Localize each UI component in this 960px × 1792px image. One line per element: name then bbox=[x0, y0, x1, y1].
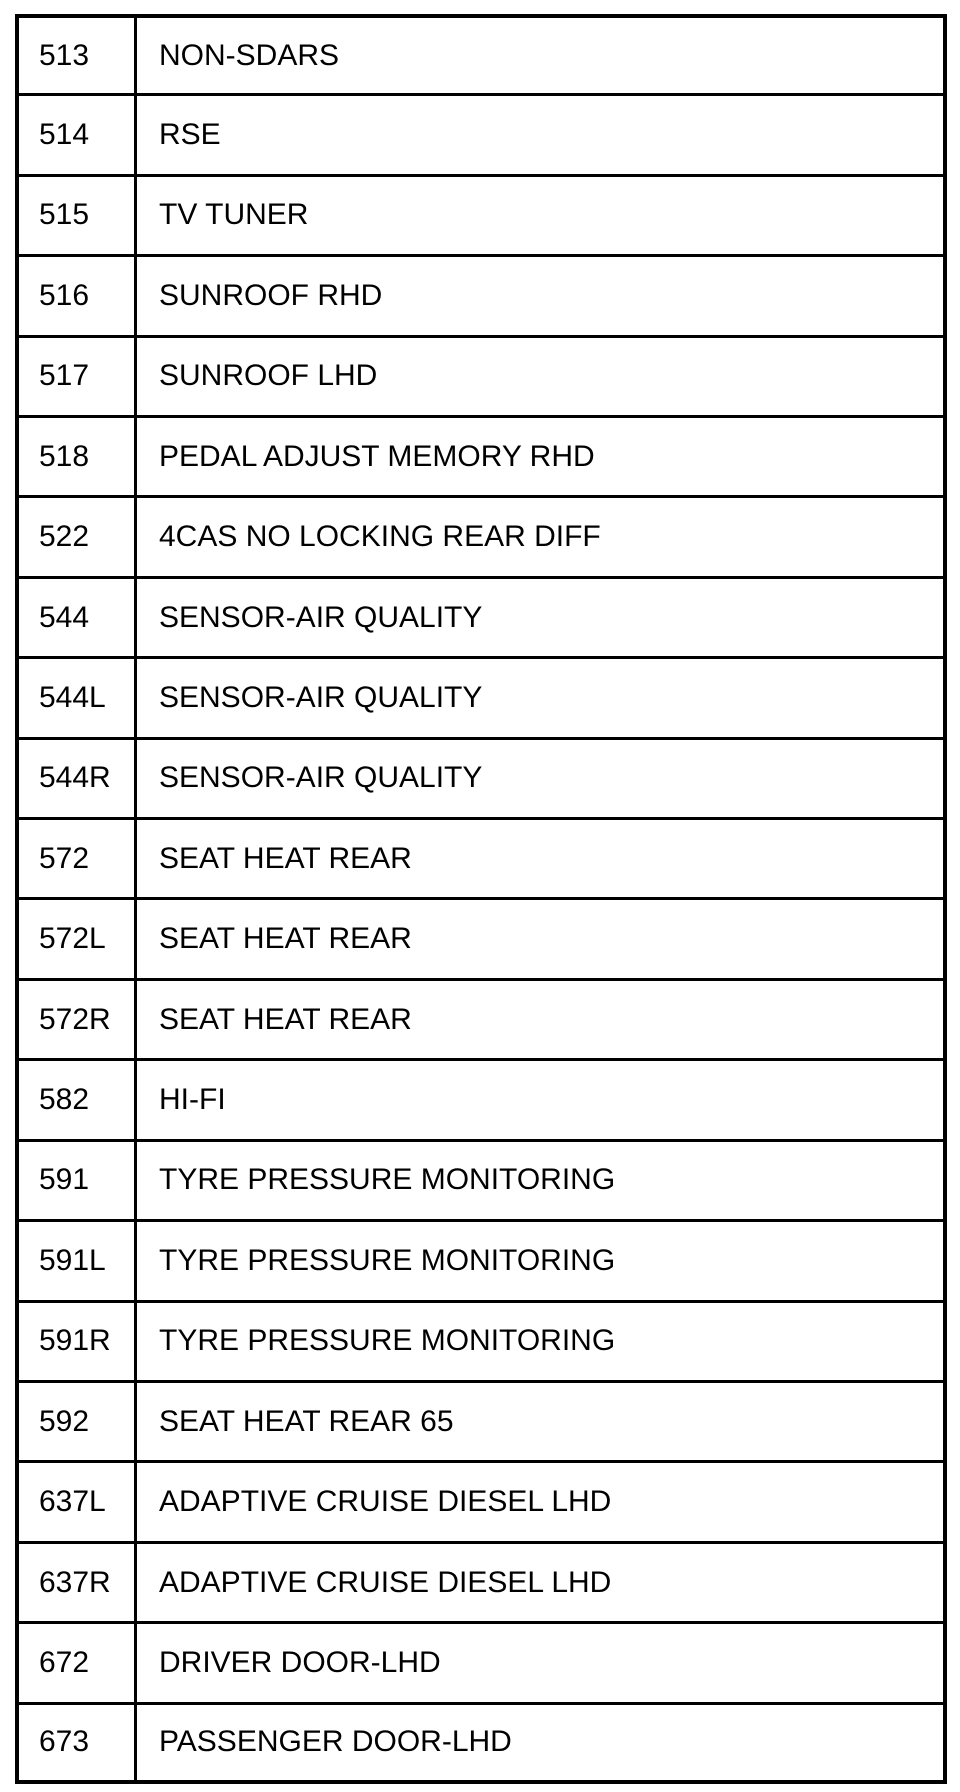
table-row bbox=[19, 18, 943, 95]
option-description-cell: SEAT HEAT REAR bbox=[136, 899, 944, 979]
option-code-cell: 572L bbox=[19, 899, 136, 979]
option-description-cell: HI-FI bbox=[136, 1060, 944, 1140]
table-row bbox=[19, 95, 943, 175]
option-code-cell: 637L bbox=[19, 1462, 136, 1542]
table-row bbox=[19, 577, 943, 657]
table-row bbox=[19, 819, 943, 899]
option-code-cell: 517 bbox=[19, 336, 136, 416]
option-description-cell: SEAT HEAT REAR bbox=[136, 979, 944, 1059]
table-row bbox=[19, 738, 943, 818]
option-description-cell: ADAPTIVE CRUISE DIESEL LHD bbox=[136, 1462, 944, 1542]
table-row bbox=[19, 1542, 943, 1622]
option-description-cell: NON-SDARS bbox=[136, 18, 944, 95]
code-table bbox=[19, 18, 943, 1780]
option-code-cell: 592 bbox=[19, 1382, 136, 1462]
option-description-cell: TYRE PRESSURE MONITORING bbox=[136, 1140, 944, 1220]
option-code-cell: 591L bbox=[19, 1221, 136, 1301]
code-table-frame bbox=[15, 14, 947, 1784]
option-code-cell: 572 bbox=[19, 819, 136, 899]
option-description-cell: RSE bbox=[136, 95, 944, 175]
option-code-cell: 637R bbox=[19, 1542, 136, 1622]
table-row bbox=[19, 979, 943, 1059]
option-code-cell: 518 bbox=[19, 416, 136, 496]
option-description-cell: PEDAL ADJUST MEMORY RHD bbox=[136, 416, 944, 496]
option-description-cell: TV TUNER bbox=[136, 175, 944, 255]
option-description-cell: SUNROOF RHD bbox=[136, 256, 944, 336]
option-code-cell: 582 bbox=[19, 1060, 136, 1140]
option-code-cell: 544 bbox=[19, 577, 136, 657]
option-description-cell: SUNROOF LHD bbox=[136, 336, 944, 416]
option-code-cell: 672 bbox=[19, 1623, 136, 1703]
option-code-cell: 515 bbox=[19, 175, 136, 255]
option-description-cell: SEAT HEAT REAR 65 bbox=[136, 1382, 944, 1462]
code-table-body bbox=[19, 18, 943, 1780]
table-row bbox=[19, 1301, 943, 1381]
option-description-cell: TYRE PRESSURE MONITORING bbox=[136, 1301, 944, 1381]
option-description-cell: SEAT HEAT REAR bbox=[136, 819, 944, 899]
option-description-cell: 4CAS NO LOCKING REAR DIFF bbox=[136, 497, 944, 577]
table-row bbox=[19, 1703, 943, 1780]
table-row bbox=[19, 416, 943, 496]
option-code-cell: 522 bbox=[19, 497, 136, 577]
table-row bbox=[19, 1221, 943, 1301]
option-description-cell: ADAPTIVE CRUISE DIESEL LHD bbox=[136, 1542, 944, 1622]
option-description-cell: SENSOR-AIR QUALITY bbox=[136, 658, 944, 738]
option-code-cell: 591 bbox=[19, 1140, 136, 1220]
table-row bbox=[19, 899, 943, 979]
option-code-cell: 514 bbox=[19, 95, 136, 175]
table-row bbox=[19, 1140, 943, 1220]
table-row bbox=[19, 1060, 943, 1140]
option-description-cell: DRIVER DOOR-LHD bbox=[136, 1623, 944, 1703]
table-row bbox=[19, 175, 943, 255]
option-code-cell: 544R bbox=[19, 738, 136, 818]
option-code-cell: 516 bbox=[19, 256, 136, 336]
table-row bbox=[19, 256, 943, 336]
option-code-cell: 673 bbox=[19, 1703, 136, 1780]
table-row bbox=[19, 1382, 943, 1462]
option-code-cell: 544L bbox=[19, 658, 136, 738]
option-description-cell: SENSOR-AIR QUALITY bbox=[136, 738, 944, 818]
table-row bbox=[19, 497, 943, 577]
option-code-cell: 572R bbox=[19, 979, 136, 1059]
option-code-cell: 591R bbox=[19, 1301, 136, 1381]
table-row bbox=[19, 1623, 943, 1703]
table-row bbox=[19, 1462, 943, 1542]
option-description-cell: PASSENGER DOOR-LHD bbox=[136, 1703, 944, 1780]
option-description-cell: SENSOR-AIR QUALITY bbox=[136, 577, 944, 657]
table-row bbox=[19, 658, 943, 738]
option-code-cell: 513 bbox=[19, 18, 136, 95]
option-description-cell: TYRE PRESSURE MONITORING bbox=[136, 1221, 944, 1301]
table-row bbox=[19, 336, 943, 416]
